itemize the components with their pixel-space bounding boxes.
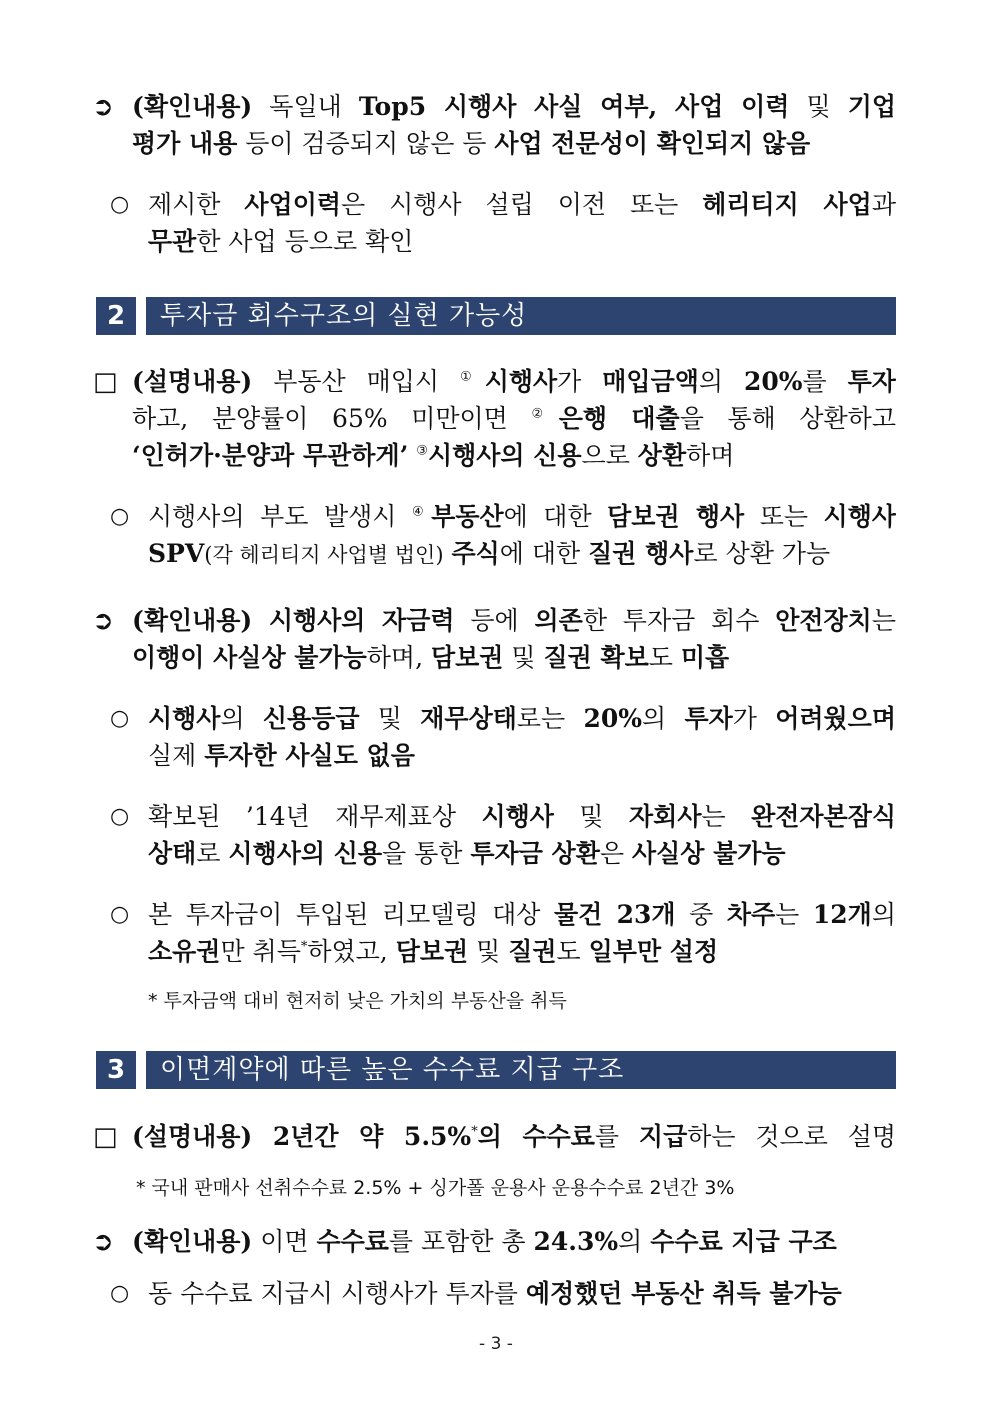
bold-text: 사업 전문성이 확인되지 않음 [494,129,811,158]
text: 을 통한 [382,839,471,868]
text: 중 [675,900,727,929]
bold-text: ‘인허가·분양과 무관하게’ [132,441,409,470]
text: 및 [503,643,544,672]
bold-text: 20% [744,367,803,396]
section-number: 3 [96,1051,136,1089]
sub-bullet-line [0,834,992,874]
bold-text: 완전자본잠식 [751,802,896,831]
bold-text: 사실상 불가능 [631,839,786,868]
bold-text: 담보권 행사 [607,502,745,531]
sub-bullet-line [0,736,992,776]
bold-text: 의존 [534,606,583,635]
section-heading-3 [96,1051,896,1089]
bold-text: 기업 [847,92,896,121]
text: 등이 검증되지 않은 등 [237,129,495,158]
section-title: 투자금 회수구조의 실현 가능성 [146,297,896,335]
text: 는 [775,900,813,929]
text: 로 [196,839,229,868]
bold-text: SPV [148,539,205,568]
bold-text: 미흡 [680,643,730,672]
text: 를 [802,367,848,396]
bold-text: 신용등급 [262,704,360,733]
bold-text: 시행사의 신용 [228,839,383,868]
bold-text: 질권 [508,937,557,966]
arrow-bullet-icon: ➲ [92,92,114,122]
sub-bullet-line [0,1274,992,1314]
marker: ③ [416,443,428,459]
text-line [132,124,810,164]
section-title: 이면계약에 따른 높은 수수료 지급 구조 [146,1051,896,1089]
text: 하고, 분양률이 65% 미만이면 [132,404,532,433]
marker: ④ [411,504,432,520]
bold-text: 물건 23개 [553,900,676,929]
text: 을 통해 상환하고 [679,404,896,433]
text: 하는 것으로 설명 [687,1122,896,1151]
bold-text: 시행사 [484,367,558,396]
bold-text: 투자한 사실도 없음 [204,741,415,770]
circle-bullet-icon: ○ [110,804,130,829]
footnote-marker: * [471,1124,478,1140]
bold-text: 수수료 지급 구조 [650,1227,837,1256]
text: 한 사업 등으로 확인 [196,227,414,256]
bold-text: 안전장치 [775,606,872,635]
text: 는 [871,606,896,635]
sub-bullet-line [0,895,992,935]
text-line [148,497,896,537]
text: 한 투자금 회수 [582,606,776,635]
bold-text: 은행 대출 [558,404,680,433]
page-number: - 3 - [479,1334,513,1354]
bold-text: 담보권 [430,643,504,672]
bold-text: 수수료 [316,1227,389,1256]
confirm-line-2 [0,638,992,678]
text: 만 취득 [220,937,301,966]
bold-text: 시행사 [148,704,221,733]
text: (각 헤리티지 사업별 법인) [204,543,444,567]
text-line [132,362,896,402]
bold-text: 시행사의 자금력 [252,606,455,635]
text-line [132,87,896,127]
bold-text: 20% [583,704,643,733]
text: 하였고, [307,937,396,966]
bold-text: 담보권 [395,937,469,966]
bold-text: 재무상태 [420,704,517,733]
text: 이면 [252,1227,317,1256]
bold-text: 소유권 [148,937,221,966]
text-line [148,834,786,874]
text: 의 [698,367,744,396]
bold-text: 자회사 [629,802,702,831]
marker: ① [460,369,485,385]
text-line [132,1117,896,1157]
bold-text: 12개 [812,900,872,929]
explain-line-3 [0,436,992,476]
text: 는 [701,802,752,831]
footnote: * 국내 판매사 선취수수료 2.5% + 싱가폴 운용사 운용수수료 2년간 3% [136,1177,735,1199]
marker: ② [531,406,559,422]
bold-text: 평가 내용 [132,129,238,158]
text: 가 [557,367,603,396]
text: 도 [556,937,589,966]
section-number: 2 [96,297,136,335]
text: 과 [871,190,896,219]
bold-text: 상태 [148,839,197,868]
bold-text: 매입금액 [602,367,699,396]
bold-text: 헤리티지 사업 [702,190,872,219]
sub-bullet-line [0,699,992,739]
text-line [148,222,413,262]
text: 확보된 ’14년 재무제표상 [148,802,482,831]
bold-text: 시행사 [481,802,554,831]
text: 의 [642,704,685,733]
explain-line-2 [0,399,992,439]
footnote-marker: * [300,939,308,955]
checkbox-bullet-icon: □ [93,367,118,397]
text-line [148,736,415,776]
text: 의 [220,704,263,733]
bold-text: 시행사의 신용 [427,441,582,470]
text-line [148,699,896,739]
bold-text: 상환 [637,441,687,470]
sub-bullet-line [0,497,992,537]
explain-line-1 [0,362,992,402]
bold-text: 투자 [847,367,896,396]
text: 부동산 매입시 [252,367,461,396]
confirm-line-2 [0,124,992,164]
text: 로 상환 가능 [693,539,831,568]
text: 제시한 [148,190,245,219]
label: (확인내용) [132,92,253,121]
text-line [148,932,718,972]
text: 본 투자금이 투입된 리모델링 대상 [148,900,554,929]
bold-text: 어려웠으며 [775,704,896,733]
footnote: * 투자금액 대비 현저히 낮은 가치의 부동산을 취득 [148,990,567,1012]
text-line [148,895,896,935]
text: 으로 [581,441,638,470]
bold-text: 차주 [726,900,776,929]
text-line [132,638,729,678]
text-line [132,601,896,641]
bold-text: 사업이력 [244,190,342,219]
bold-text: 주식 [451,539,500,568]
text: 를 [594,1122,639,1151]
text: 가 [732,704,776,733]
text: 로는 [516,704,584,733]
arrow-bullet-icon: ➲ [92,1227,114,1257]
text: 등에 [454,606,535,635]
text: 및 [789,92,848,121]
label: (확인내용) [132,606,253,635]
bold-text: 시행사 [823,502,896,531]
circle-bullet-icon: ○ [110,192,130,217]
confirm-line-1 [0,601,992,641]
label: (설명내용) 2년간 약 5.5% [132,1122,472,1151]
text: 하며 [686,441,735,470]
text: 에 대한 [503,502,608,531]
text: 은 시행사 설립 이전 또는 [341,190,703,219]
text: 동 수수료 지급시 시행사가 투자를 [148,1279,526,1308]
bold-text: 질권 확보 [543,643,649,672]
sub-bullet-line [0,797,992,837]
text: 의 [618,1227,651,1256]
bold-text: 투자금 상환 [470,839,600,868]
text-line [132,436,734,476]
text: 또는 [744,502,824,531]
text-line [148,534,830,575]
bold-text: 이행이 사실상 불가능 [132,643,367,672]
sub-bullet-line [0,185,992,225]
bold-text: 예정했던 부동산 취득 불가능 [525,1279,842,1308]
explain-line [0,1117,992,1157]
confirm-line-1 [0,87,992,127]
text-line [148,1274,842,1314]
bold-text: 수수료 [522,1122,595,1151]
text-line [132,1222,837,1262]
bold-text: 의 [477,1122,523,1151]
text: 시행사의 부도 발생시 [148,502,412,531]
bold-text: 무관 [148,227,197,256]
text: 독일내 [252,92,359,121]
text: 하며, [366,643,431,672]
confirm-line [0,1222,992,1262]
text: 를 포함한 총 [388,1227,534,1256]
text-line [148,185,896,225]
arrow-bullet-icon: ➲ [92,606,114,636]
text-line [132,399,896,439]
text-line [148,797,896,837]
circle-bullet-icon: ○ [110,706,130,731]
label: (설명내용) [132,367,253,396]
sub-bullet-line [0,932,992,972]
text: 실제 [148,741,205,770]
sub-bullet-line [0,534,992,574]
circle-bullet-icon: ○ [110,1281,130,1306]
bold-text: 투자 [684,704,733,733]
text: 은 [599,839,632,868]
bold-text: 질권 행사 [588,539,694,568]
bold-text: 24.3% [533,1227,619,1256]
text: 및 [359,704,421,733]
text: 및 [553,802,630,831]
section-heading-2 [96,297,896,335]
text: 도 [648,643,681,672]
bold-text: 일부만 설정 [588,937,719,966]
text: 및 [468,937,509,966]
sub-bullet-line [0,222,992,262]
circle-bullet-icon: ○ [110,902,130,927]
circle-bullet-icon: ○ [110,504,130,529]
text: 의 [871,900,896,929]
label: (확인내용) [132,1227,253,1256]
bold-text: Top5 시행사 사실 여부, 사업 이력 [358,92,790,121]
checkbox-bullet-icon: □ [93,1122,118,1152]
bold-text: 부동산 [431,502,504,531]
bold-text: 지급 [638,1122,688,1151]
text: 에 대한 [499,539,589,568]
